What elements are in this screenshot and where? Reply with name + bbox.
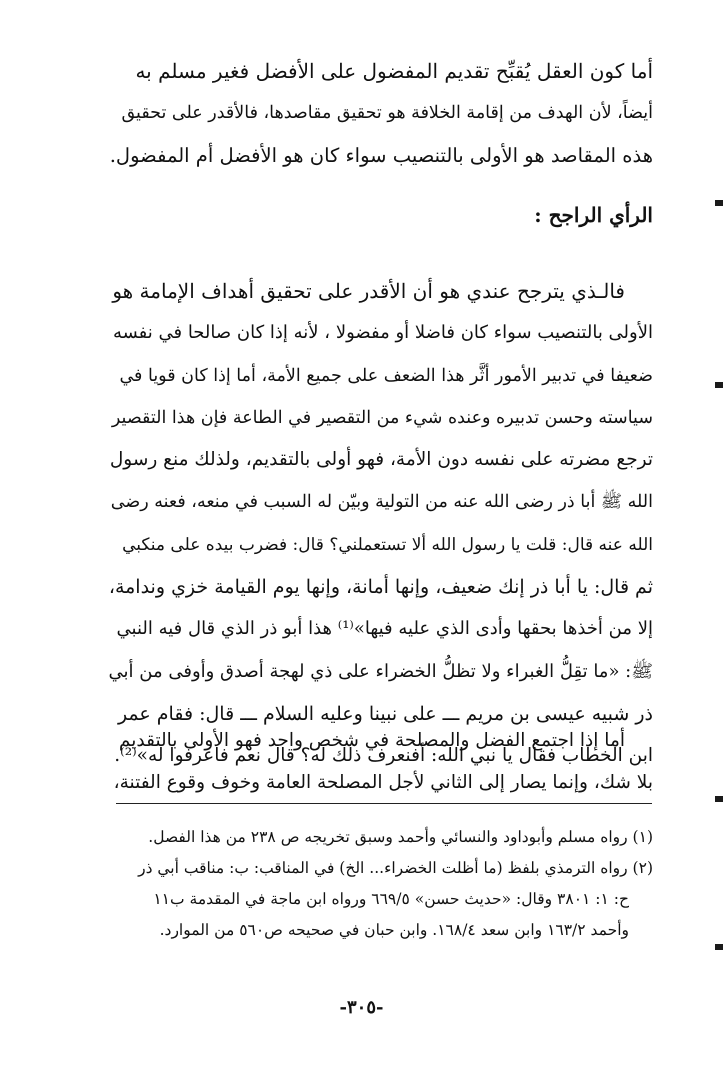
scan-edge-mark (715, 944, 723, 950)
footnote-1: (١) رواه مسلم وأبوداود والنسائي وأحمد وسبق تخريجه ص ٢٣٨ من هذا الفصل. (148, 828, 653, 846)
paragraph-3-line: أما إذا اجتمع الفضل والمصلحة في شخص واحد فهو الأولى بالتقديم (118, 730, 625, 751)
paragraph-1-line: أيضاً، لأن الهدف من إقامة الخلافة هو تحقيق مقاصدها، فالأقدر على تحقيق (121, 103, 653, 124)
footnotes (108, 822, 653, 946)
footnote-2-continuation: ح: ١: ٣٨٠١ وقال: «حديث حسن» ٦٦٩/٥ ورواه ابن ماجة في المقدمة ب١١ (153, 890, 629, 908)
paragraph-2-line: إلا من أخذها بحقها وأدى الذي عليه فيها»⁽¹⁾ هذا أبو ذر الذي قال فيه النبي (116, 618, 653, 640)
paragraph-2-line: فالـذي يترجح عندي هو أن الأقدر على تحقيق أهداف الإمامة هو (112, 279, 625, 303)
scan-edge-mark (715, 796, 723, 802)
paragraph-1-line: هذه المقاصد هو الأولى بالتنصيب سواء كان هو الأفضل أم المفضول. (109, 143, 653, 167)
footnote-2: (٢) رواه الترمذي بلفظ (ما أظلت الخضراء... الخ) في المناقب: ب: مناقب أبي ذر (138, 859, 653, 877)
paragraph-2-line: سياسته وحسن تدبيره وعنده شيء من التقصير في الطاعة فإن هذا التقصير (111, 407, 653, 428)
paragraph-2-line: الله عنه قال: قلت يا رسول الله ألا تستعملني؟ قال: فضرب بيده على منكبي (122, 534, 653, 555)
paragraph-1 (108, 50, 653, 177)
paragraph-2-line: ترجع مضرته على نفسه دون الأمة، فهو أولى بالتقديم، ولذلك منع رسول (109, 449, 653, 471)
scan-edge-mark (715, 200, 723, 206)
paragraph-1-line: أما كون العقل يُقبِّح تقديم المفضول على الأفضل فغير مسلم به (135, 59, 653, 83)
paragraph-2-line: ذر شبيه عيسى بن مريم ـــ على نبينا وعليه السلام ـــ قال: فقام عمر (117, 702, 653, 725)
footnote-2-continuation: وأحمد ١٦٣/٢ وابن سعد ١٦٨/٤. وابن حبان في صحيحه ص٥٦٠ من الموارد. (159, 921, 629, 939)
paragraph-2-line: ﷺ: «ما تقِلُّ الغبراء ولا تظلُّ الخضراء على ذي لهجة أصدق وأوفى من أبي (108, 660, 653, 682)
paragraph-2-line: الله ﷺ أبا ذر رضى الله عنه من التولية وبيّن له السبب في منعه، فعنه رضى (110, 492, 653, 513)
paragraph-2-line: ضعيفا في تدبير الأمور أثَّر هذا الضعف على جميع الأمة، أما إذا كان قويا في (119, 365, 653, 386)
page-body (108, 50, 653, 794)
paragraph-2 (108, 270, 653, 778)
paragraph-2-line: ابن الخطاب فقال يا نبي الله: أفنعرف ذلك له؟ قال نعم فاعرفوا له»⁽²⁾. (114, 745, 653, 767)
paragraph-2-line: ثم قال: يا أبا ذر إنك ضعيف، وإنها أمانة، وإنها يوم القيامة خزي وندامة، (108, 576, 653, 599)
scan-edge-mark (715, 382, 723, 388)
paragraph-3-line: بلا شك، وإنما يصار إلى الثاني لأجل المصلحة العامة وخوف وقوع الفتنة، (113, 772, 653, 794)
page-number: -٣٠٥- (339, 997, 384, 1018)
section-heading: الرأي الراجح : (534, 203, 653, 227)
paragraph-2-line: الأولى بالتنصيب سواء كان فاضلا أو مفضولا ، لأنه إذا كان صالحا في نفسه (112, 322, 653, 344)
paragraph-3 (108, 720, 653, 805)
footnote-divider (116, 803, 652, 804)
